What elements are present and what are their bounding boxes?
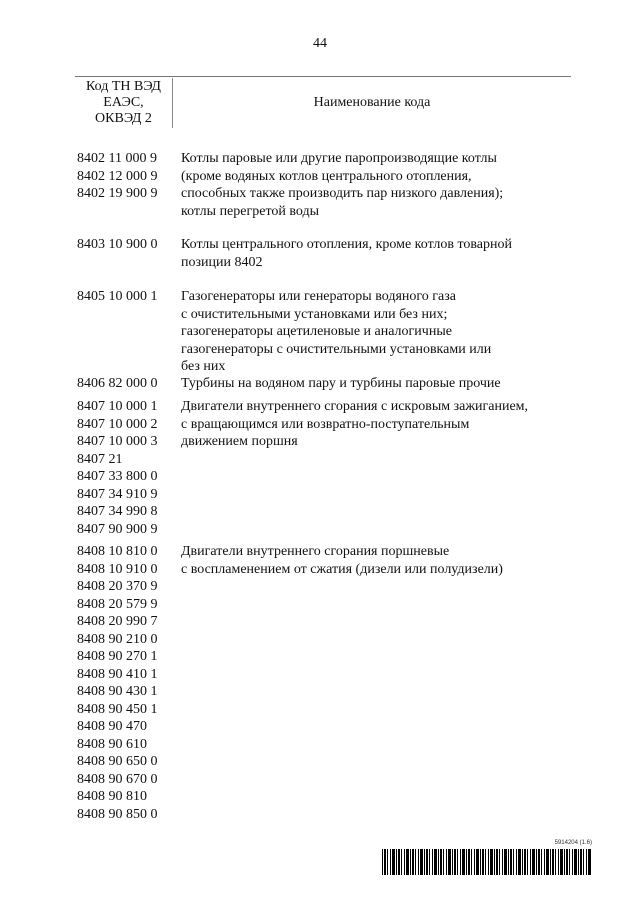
row-description xyxy=(181,150,571,220)
description-line: движением поршня xyxy=(181,434,298,449)
row-description xyxy=(181,375,571,393)
description-line: Двигатели внутреннего сгорания поршневые xyxy=(181,544,450,559)
row-description xyxy=(181,236,571,271)
code-cell: 8403 10 900 0 xyxy=(77,237,158,252)
row-codes xyxy=(77,236,177,254)
code-cell: 8408 10 810 0 xyxy=(77,544,158,559)
code-cell: 8408 20 370 9 xyxy=(77,579,158,594)
description-line: с воспламенением от сжатия (дизели или полудизели) xyxy=(181,561,503,577)
code-cell: 8408 90 850 0 xyxy=(77,806,158,822)
code-cell: 8408 90 210 0 xyxy=(77,631,158,647)
header-name-column: Наименование кода xyxy=(313,95,431,110)
code-cell: 8402 19 900 9 xyxy=(77,186,158,201)
code-cell: 8407 10 000 2 xyxy=(77,416,158,432)
row-description xyxy=(181,543,571,578)
stamp-number: 5914204 (1.6) xyxy=(554,840,592,846)
code-cell: 8408 10 910 0 xyxy=(77,561,158,577)
table-header xyxy=(75,78,571,128)
header-code-line: ЕАЭС, xyxy=(103,95,144,110)
code-cell: 8405 10 000 1 xyxy=(77,289,158,304)
code-cell: 8408 90 670 0 xyxy=(77,771,158,787)
row-codes xyxy=(77,375,177,393)
header-code-column xyxy=(75,78,173,128)
page-number: 44 xyxy=(313,36,327,51)
code-cell: 8402 12 000 9 xyxy=(77,168,158,184)
description-line: газогенераторы с очистительными установками или xyxy=(181,341,492,357)
code-cell: 8402 11 000 9 xyxy=(77,151,157,166)
code-cell: 8408 90 610 xyxy=(77,736,147,752)
code-cell: 8408 90 450 1 xyxy=(77,701,158,717)
row-description xyxy=(181,288,571,376)
code-cell: 8408 90 270 1 xyxy=(77,649,158,664)
code-cell: 8407 90 900 9 xyxy=(77,521,158,537)
description-line: без них xyxy=(181,359,226,374)
description-line: способных также производить пар низкого давления); xyxy=(181,186,504,201)
description-line: Котлы центрального отопления, кроме котлов товарной xyxy=(181,237,513,252)
description-line: Турбины на водяном пару и турбины паровые прочие xyxy=(181,376,501,391)
code-cell: 8407 10 000 1 xyxy=(77,399,158,414)
header-code-line: ОКВЭД 2 xyxy=(95,111,152,126)
row-codes xyxy=(77,398,177,538)
code-cell: 8406 82 000 0 xyxy=(77,376,158,391)
row-codes xyxy=(77,150,177,203)
row-description xyxy=(181,398,571,451)
code-cell: 8408 90 410 1 xyxy=(77,666,158,682)
code-cell: 8407 34 990 8 xyxy=(77,504,158,519)
description-line: котлы перегретой воды xyxy=(181,203,320,219)
code-cell: 8408 20 579 9 xyxy=(77,596,158,612)
code-cell: 8407 21 xyxy=(77,451,123,467)
code-cell: 8408 90 430 1 xyxy=(77,684,158,699)
description-line: Газогенераторы или генераторы водяного газа xyxy=(181,289,456,304)
code-cell: 8408 20 990 7 xyxy=(77,614,158,629)
code-cell: 8407 34 910 9 xyxy=(77,486,158,502)
description-line: Котлы паровые или другие паропроизводящие котлы xyxy=(181,151,497,166)
document-stamp xyxy=(382,840,592,876)
description-line: с вращающимся или возвратно-поступательным xyxy=(181,416,470,432)
description-line: газогенераторы ацетиленовые и аналогичные xyxy=(181,324,452,339)
header-code-line: Код ТН ВЭД xyxy=(86,79,161,94)
code-cell: 8408 90 810 xyxy=(77,789,147,804)
header-top-rule xyxy=(75,76,571,77)
row-codes xyxy=(77,288,177,306)
code-cell: 8408 90 650 0 xyxy=(77,754,158,769)
row-codes xyxy=(77,543,177,823)
code-cell: 8407 33 800 0 xyxy=(77,469,158,484)
description-line: с очистительными установками или без них; xyxy=(181,306,448,322)
description-line: позиции 8402 xyxy=(181,254,263,270)
code-cell: 8408 90 470 xyxy=(77,719,147,734)
code-cell: 8407 10 000 3 xyxy=(77,434,158,449)
barcode xyxy=(382,849,592,875)
description-line: (кроме водяных котлов центрального отопления, xyxy=(181,168,472,184)
description-line: Двигатели внутреннего сгорания с искровым зажиганием, xyxy=(181,399,529,414)
